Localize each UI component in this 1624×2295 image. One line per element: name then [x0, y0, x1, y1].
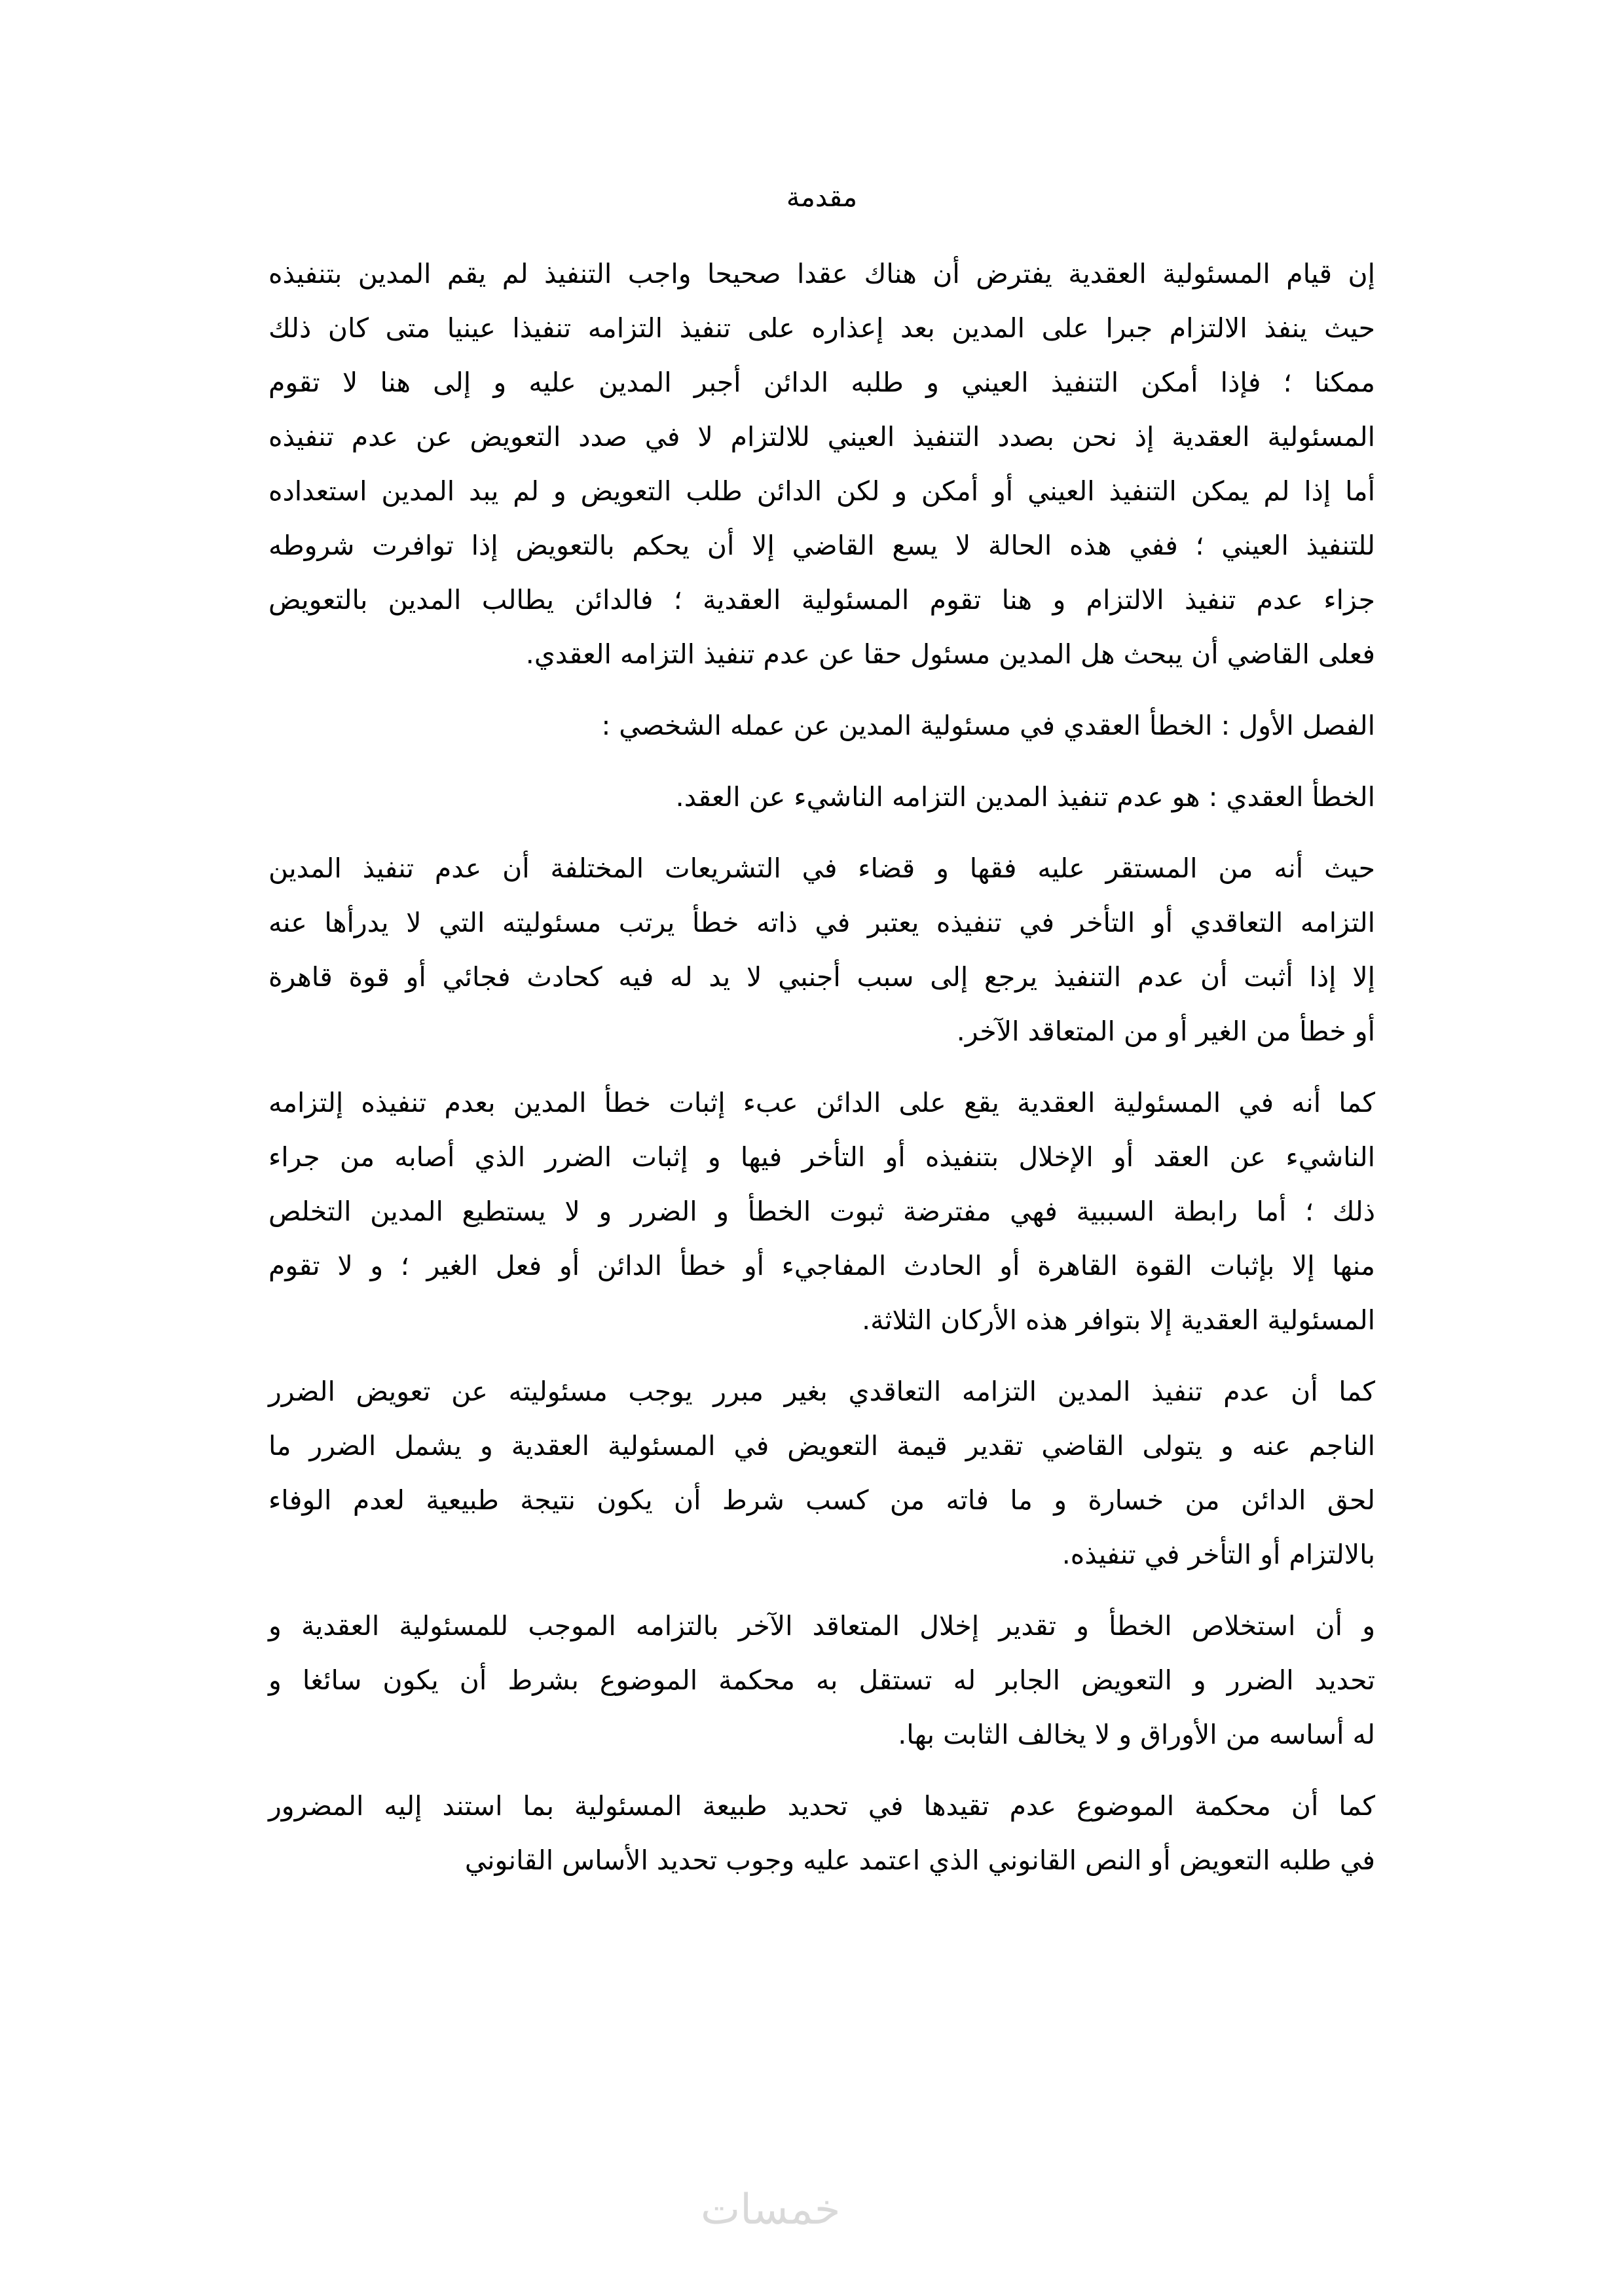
text-line: ذلك ؛ أما رابطة السببية فهي مفترضة ثبوت الخطأ و الضرر و لا يستطيع المدين التخلص [268, 1196, 1375, 1227]
text-line: كما أن عدم تنفيذ المدين التزامه التعاقدي بغير مبرر يوجب مسئوليته عن تعويض الضرر [268, 1376, 1375, 1407]
document-body [268, 170, 1375, 1905]
text-line: المسئولية العقدية إلا بتوافر هذه الأركان الثلاثة. [862, 1304, 1375, 1336]
text-line: و أن استخلاص الخطأ و تقدير إخلال المتعاقد الآخر بالتزامه الموجب للمسئولية العقدية و [268, 1610, 1375, 1642]
text-line: المسئولية العقدية إذ نحن بصدد التنفيذ العيني للالتزام لا في صدد التعويض عن عدم تنفيذه [268, 421, 1375, 452]
text-line: الفصل الأول : الخطأ العقدي في مسئولية المدين عن عمله الشخصي : [601, 710, 1375, 741]
text-line: إلا إذا أثبت أن عدم التنفيذ يرجع إلى سبب أجنبي لا يد له فيه كحادث فجائي أو قوة قاهرة [268, 961, 1375, 993]
text-line: الناشيء عن العقد أو الإخلال بتنفيذه أو التأخر فيها و إثبات الضرر الذي أصابه من جراء [268, 1141, 1375, 1173]
watermark-logo: خمسات [701, 2186, 841, 2234]
text-line: حيث ينفذ الالتزام جبرا على المدين بعد إعذاره على تنفيذ التزامه تنفيذا عينيا متى كان ذلك [268, 312, 1375, 344]
text-line: لحق الدائن من خسارة و ما فاته من كسب شرط أن يكون نتيجة طبيعية لعدم الوفاء [268, 1484, 1375, 1516]
chapter-heading [268, 699, 1375, 753]
paragraph-breach [268, 841, 1375, 1059]
text-line: كما أن محكمة الموضوع عدم تقيدها في تحديد طبيعة المسئولية بما استند إليه المضرور [268, 1790, 1375, 1822]
text-line: التزامه التعاقدي أو التأخر في تنفيذه يعتبر في ذاته خطأ يرتب مسئوليته التي لا يدرأها عنه [268, 907, 1375, 938]
definition-paragraph [268, 770, 1375, 824]
text-line: فعلى القاضي أن يبحث هل المدين مسئول حقا عن عدم تنفيذ التزامه العقدي. [525, 638, 1375, 670]
document-title: مقدمة [786, 181, 858, 213]
text-line: الخطأ العقدي : هو عدم تنفيذ المدين التزامه الناشيء عن العقد. [675, 781, 1375, 813]
paragraph-compensation [268, 1365, 1375, 1582]
text-line: إن قيام المسئولية العقدية يفترض أن هناك عقدا صحيحا واجب التنفيذ لم يقم المدين بتنفيذه [268, 258, 1375, 289]
paragraph-court-discretion [268, 1599, 1375, 1762]
paragraph-intro [268, 247, 1375, 682]
paragraph-legal-basis [268, 1779, 1375, 1888]
text-line: جزاء عدم تنفيذ الالتزام و هنا تقوم المسئولية العقدية ؛ فالدائن يطالب المدين بالتعويض [268, 584, 1375, 615]
text-line: تحديد الضرر و التعويض الجابر له تستقل به محكمة الموضوع بشرط أن يكون سائغا و [268, 1664, 1375, 1696]
text-line: حيث أنه من المستقر عليه فقها و قضاء في التشريعات المختلفة أن عدم تنفيذ المدين [268, 853, 1375, 884]
text-line: له أساسه من الأوراق و لا يخالف الثابت بها. [898, 1719, 1375, 1750]
text-line: بالالتزام أو التأخر في تنفيذه. [1061, 1539, 1375, 1570]
text-line: منها إلا بإثبات القوة القاهرة أو الحادث المفاجيء أو خطأ الدائن أو فعل الغير ؛ و لا تقوم [268, 1250, 1375, 1281]
text-line: كما أنه في المسئولية العقدية يقع على الدائن عبء إثبات خطأ المدين بعدم تنفيذه إلتزامه [268, 1087, 1375, 1118]
text-line: أو خطأ من الغير أو من المتعاقد الآخر. [956, 1016, 1375, 1047]
text-line: ممكنا ؛ فإذا أمكن التنفيذ العيني و طلبه الدائن أجبر المدين عليه و إلى هنا لا تقوم [268, 367, 1375, 398]
text-line: للتنفيذ العيني ؛ ففي هذه الحالة لا يسع القاضي إلا أن يحكم بالتعويض إذا توافرت شروطه [268, 530, 1375, 561]
text-line: في طلبه التعويض أو النص القانوني الذي اعتمد عليه وجوب تحديد الأساس القانوني [464, 1845, 1375, 1876]
paragraph-burden-of-proof [268, 1076, 1375, 1348]
text-line: الناجم عنه و يتولى القاضي تقدير قيمة التعويض في المسئولية العقدية و يشمل الضرر ما [268, 1430, 1375, 1461]
text-line: أما إذا لم يمكن التنفيذ العيني أو أمكن و لكن الدائن طلب التعويض و لم يبد المدين استعداده [268, 475, 1375, 507]
